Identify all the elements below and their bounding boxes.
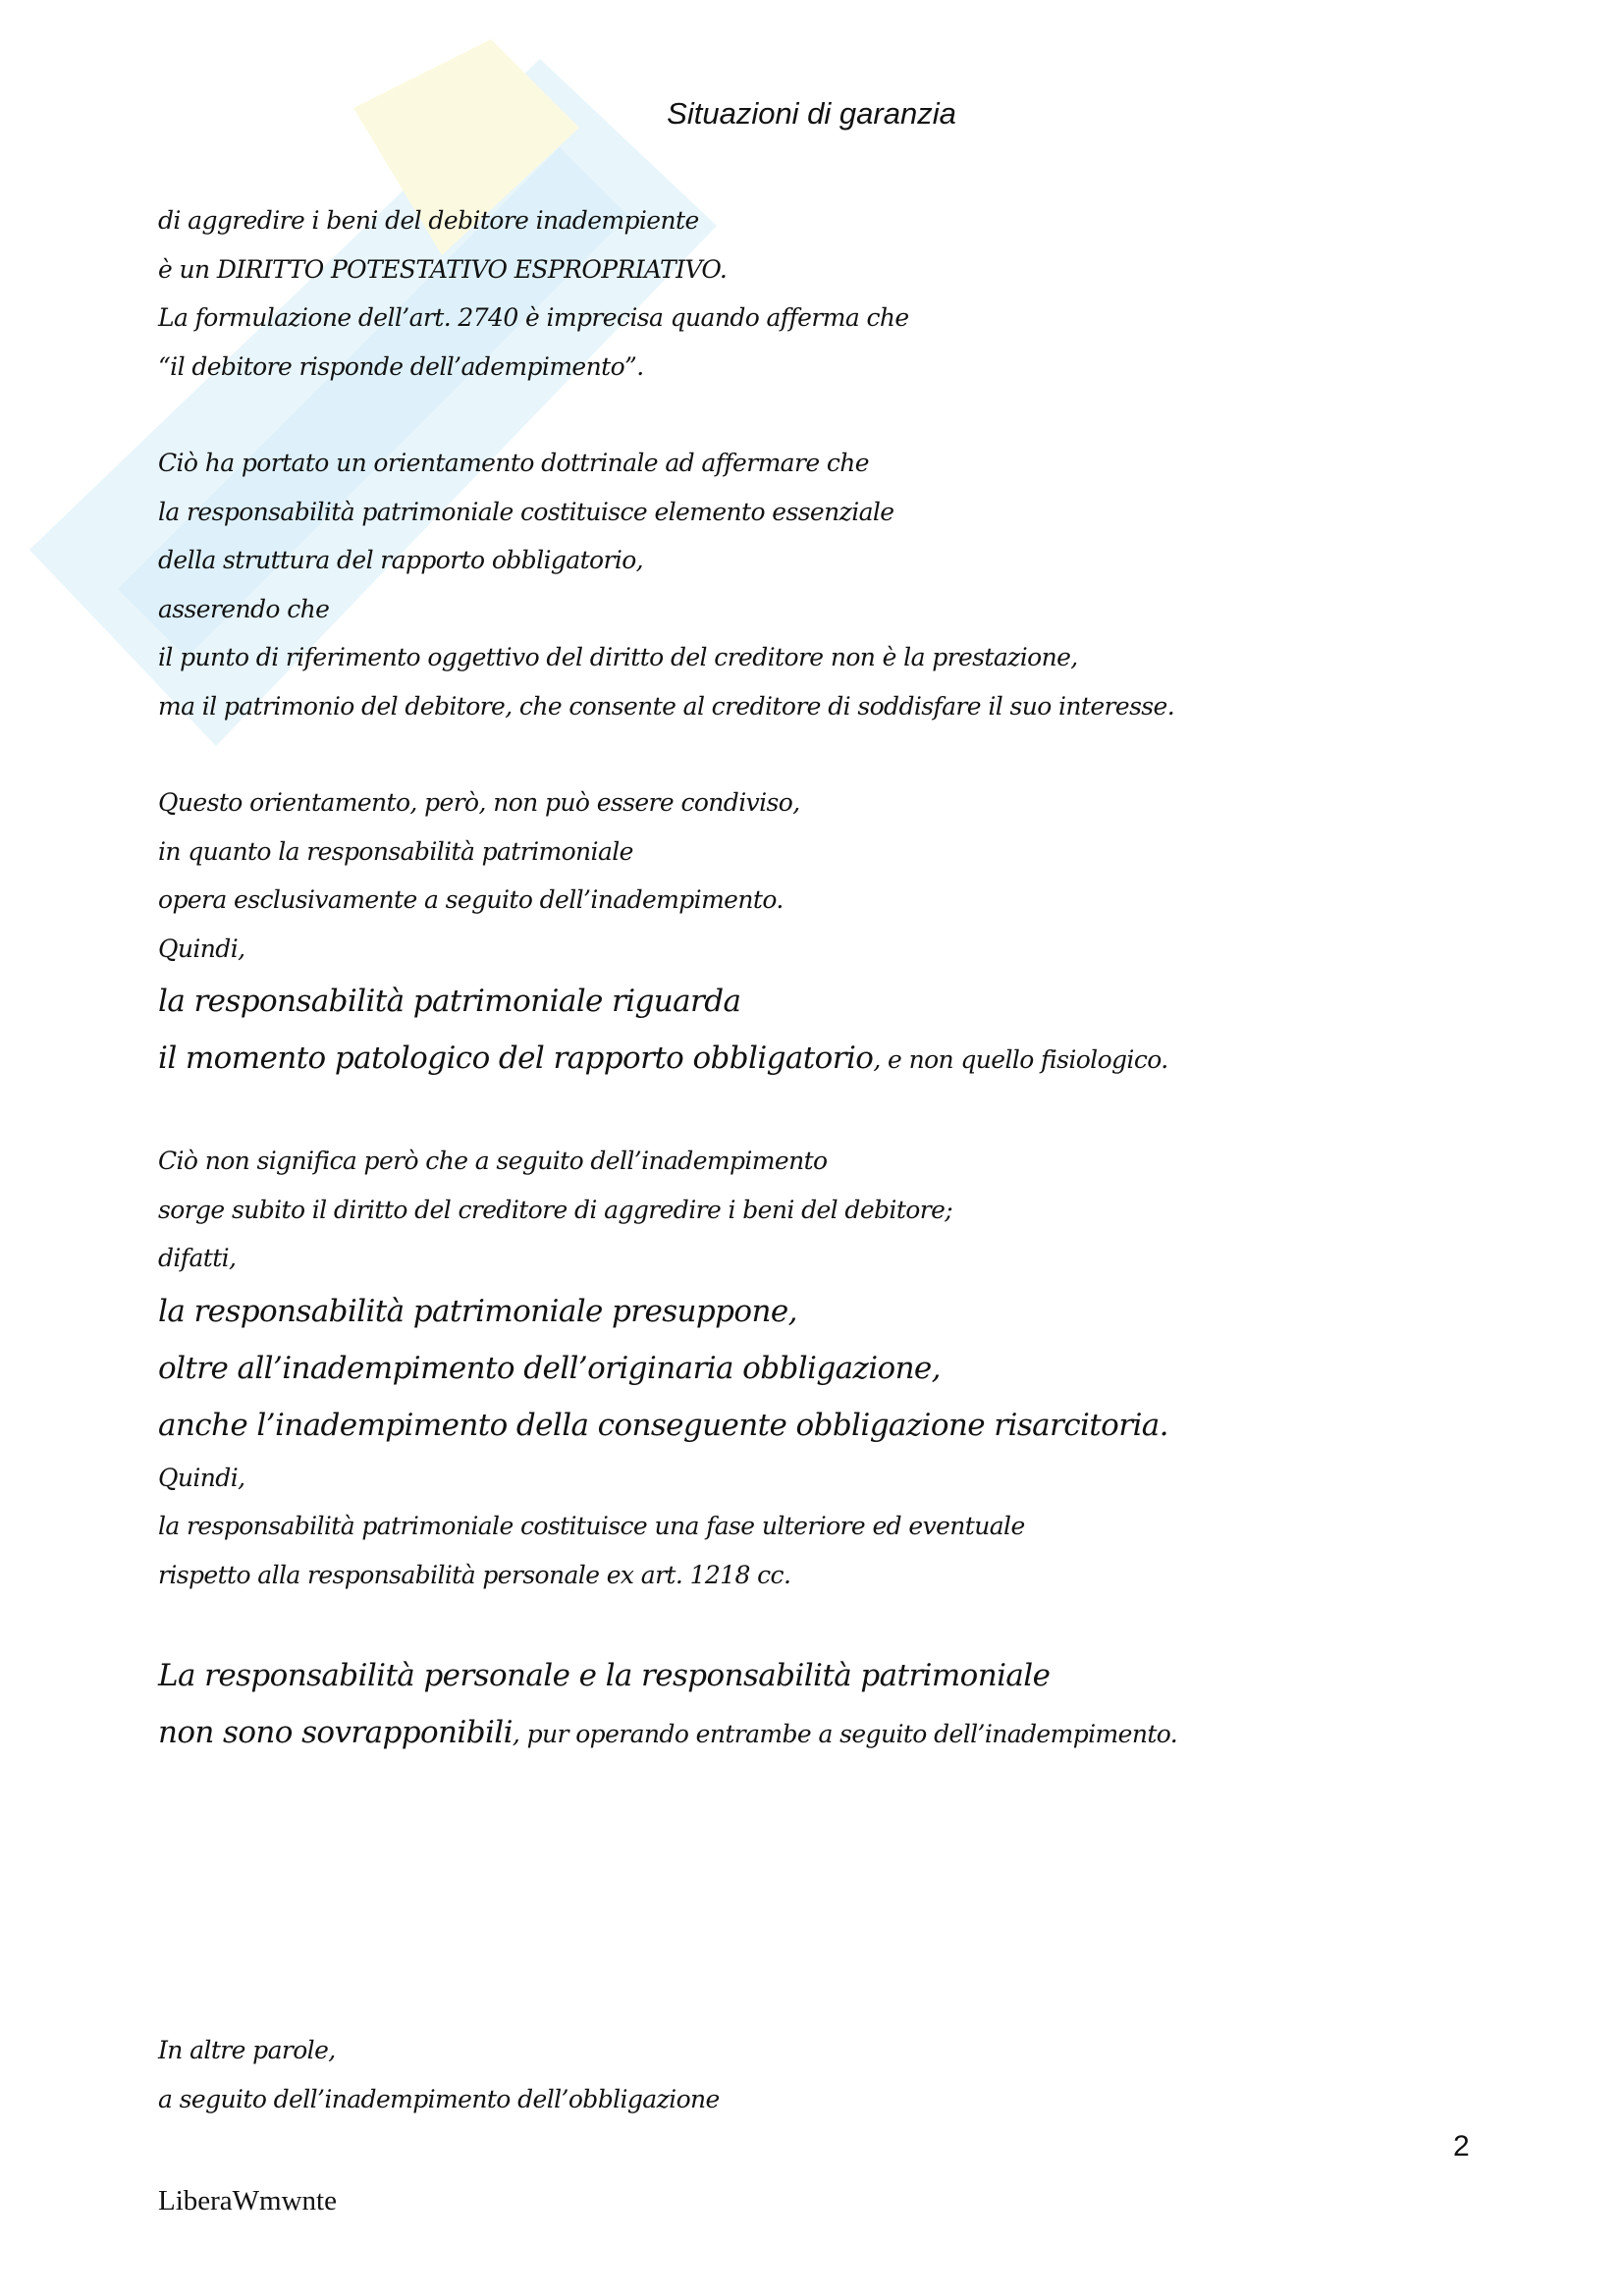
- text-segment: sorge subito il diritto del creditore di aggredire i beni del debitore;: [158, 1195, 953, 1224]
- text-line: [158, 585, 1464, 634]
- text-line: [158, 876, 1464, 925]
- text-line: [158, 1137, 1464, 1186]
- text-segment: la responsabilità patrimoniale costituisce elemento essenziale: [158, 497, 894, 526]
- text-line: [158, 1704, 1464, 1763]
- paragraph: [158, 1137, 1464, 1599]
- paragraph: [158, 1647, 1464, 1763]
- text-segment: non sono sovrapponibili: [158, 1715, 513, 1750]
- text-segment: di aggredire i beni del debitore inadempiente: [158, 206, 699, 235]
- text-segment: oltre all’inadempimento dell’originaria obbligazione,: [158, 1350, 941, 1386]
- text-line: [158, 633, 1464, 682]
- text-line: [158, 439, 1464, 488]
- text-line: [158, 1502, 1464, 1551]
- section-spacer: [158, 1763, 1464, 2026]
- paragraph: [158, 778, 1464, 1089]
- text-segment: difatti,: [158, 1244, 237, 1272]
- text-line: [158, 1283, 1464, 1340]
- text-line: [158, 294, 1464, 343]
- text-segment: la responsabilità patrimoniale riguarda: [158, 984, 741, 1019]
- text-segment: in quanto la responsabilità patrimoniale: [158, 836, 633, 866]
- paragraph-gap: [158, 391, 1464, 439]
- text-segment: anche l’inadempimento della conseguente obbligazione risarcitoria.: [158, 1407, 1168, 1443]
- text-segment: La formulazione dell’art. 2740 è imprecisa quando afferma che: [158, 303, 909, 332]
- text-segment: opera esclusivamente a seguito dell’inadempimento.: [158, 885, 784, 914]
- text-segment: Ciò ha portato un orientamento dottrinale ad affermare che: [158, 449, 869, 477]
- text-segment: la responsabilità patrimoniale costituisce una fase ulteriore ed eventuale: [158, 1512, 1025, 1540]
- text-line: [158, 1647, 1464, 1704]
- text-segment: Ciò non significa però che a seguito dell’inadempimento: [158, 1147, 828, 1175]
- text-segment: è un DIRITTO POTESTATIVO ESPROPRIATIVO.: [158, 254, 728, 284]
- text-line: [158, 973, 1464, 1030]
- text-segment: La responsabilità personale e la responsabilità patrimoniale: [158, 1658, 1051, 1693]
- text-segment: , pur operando entrambe a seguito dell’inadempimento.: [512, 1720, 1178, 1748]
- page-header-title: Situazioni di garanzia: [667, 96, 956, 131]
- closing-line: a seguito dell’inadempimento dell’obbligazione: [158, 2084, 720, 2113]
- text-line: [158, 1551, 1464, 1600]
- paragraph-gap: [158, 1089, 1464, 1137]
- page-number: 2: [1453, 2130, 1470, 2163]
- text-segment: Quindi,: [158, 934, 245, 963]
- footer-author: LiberaWmwnte: [158, 2185, 337, 2216]
- text-line: [158, 925, 1464, 974]
- text-line: [158, 245, 1464, 294]
- text-segment: della struttura del rapporto obbligatorio,: [158, 546, 644, 574]
- text-segment: , e non quello fisiologico.: [873, 1045, 1168, 1074]
- text-segment: la responsabilità patrimoniale presuppone,: [158, 1293, 797, 1329]
- text-segment: il momento patologico del rapporto obbligatorio: [158, 1041, 874, 1076]
- closing-line: In altre parole,: [158, 2036, 336, 2064]
- text-line: [158, 1186, 1464, 1235]
- text-line: [158, 536, 1464, 585]
- text-segment: “il debitore risponde dell’adempimento”.: [158, 351, 644, 381]
- document-body: [158, 196, 1464, 2123]
- paragraph: [158, 439, 1464, 730]
- paragraph-gap: [158, 730, 1464, 778]
- text-segment: Quindi,: [158, 1463, 245, 1492]
- text-segment: ma il patrimonio del debitore, che consente al creditore di soddisfare il suo interesse.: [158, 691, 1175, 721]
- text-segment: il punto di riferimento oggettivo del diritto del creditore non è la prestazione,: [158, 643, 1078, 671]
- text-line: [158, 488, 1464, 537]
- text-line: [158, 1030, 1464, 1089]
- text-line: [158, 1340, 1464, 1397]
- text-segment: rispetto alla responsabilità personale ex art. 1218 cc.: [158, 1560, 791, 1589]
- closing-paragraph: [158, 2026, 1464, 2123]
- text-line: [158, 1234, 1464, 1283]
- text-line: [158, 196, 1464, 245]
- text-line: [158, 1397, 1464, 1454]
- paragraph-gap: [158, 1599, 1464, 1647]
- paragraph: [158, 196, 1464, 391]
- text-line: [158, 682, 1464, 731]
- text-segment: Questo orientamento, però, non può essere condiviso,: [158, 788, 800, 817]
- text-segment: asserendo che: [158, 594, 330, 623]
- text-line: [158, 828, 1464, 877]
- text-line: [158, 1454, 1464, 1503]
- text-line: [158, 343, 1464, 392]
- text-line: [158, 778, 1464, 828]
